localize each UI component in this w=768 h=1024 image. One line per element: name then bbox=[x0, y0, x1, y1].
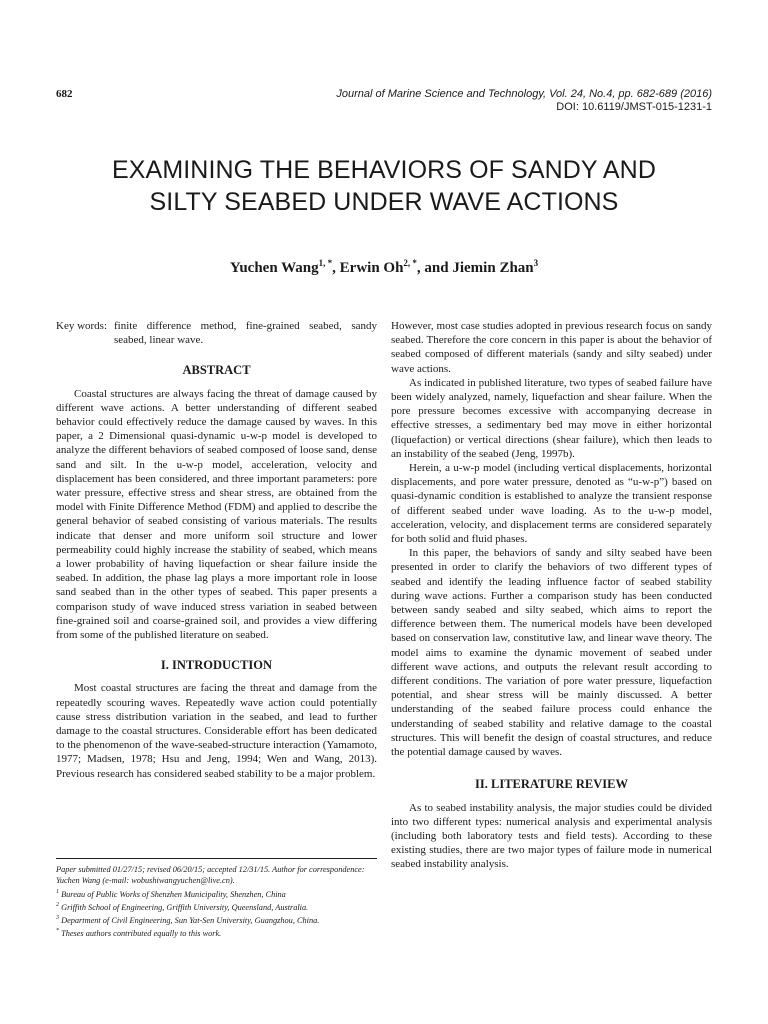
author-name: Jiemin Zhan bbox=[452, 260, 534, 276]
footnote bbox=[56, 926, 377, 939]
footnote-mark: 3 bbox=[56, 914, 59, 921]
left-column bbox=[56, 319, 377, 781]
footnote-text: Griffith School of Engineering, Griffith University, Queensland, Australia. bbox=[61, 902, 309, 912]
introduction-paragraph: Herein, a u-w-p model (including vertical displacements, horizontal displacements, and pore water pressure, denoted as “u-w-p”) based on quasi-dynamic condition is established to analyze the transient response of different seabed under wave loading. As to the u-w-p model, acceleration, velocity, and displacement terms are considered separately for both solid and fluid phases. bbox=[391, 462, 712, 546]
footnote bbox=[56, 900, 377, 913]
keywords-label: Key words: bbox=[56, 320, 108, 332]
author-separator: , and bbox=[416, 260, 453, 276]
literature-review-heading: II. LITERATURE REVIEW bbox=[475, 777, 628, 792]
introduction-paragraph: In this paper, the behaviors of sandy and silty seabed have been presented in order to clarify the behaviors of two different types of seabed and identify the leading influence factor of seabed stability during wave actions. Further a comparison study has been conducted between sandy seabed and silty seabed, which aims to report the difference between them. The numerical models have been developed based on conservation law, constitutive law, and linear wave theory. The model aims to examine the dynamic movement of seabed under different wave actions, and outputs the relevant result according to different conditions. The variation of pore water pressure, liquefaction potential, and shear stress will be mainly discussed. A better understanding of the seabed failure process could enhance the understanding of seabed stability and relative damage to the coastal structures. This will benefit the design of coastal structures, and reduce the potential damage caused by waves. bbox=[391, 547, 712, 759]
footnote-mark: * bbox=[56, 927, 59, 934]
title-line-2: SILTY SEABED UNDER WAVE ACTIONS bbox=[149, 188, 619, 216]
journal-citation: Journal of Marine Science and Technology, Vol. 24, No.4, pp. 682-689 (2016) bbox=[336, 88, 712, 100]
keywords bbox=[56, 319, 377, 347]
right-column bbox=[391, 319, 712, 872]
author-list bbox=[0, 258, 768, 277]
author-affiliation-mark: 3 bbox=[533, 258, 539, 268]
author-affiliation-mark: 1, * bbox=[318, 258, 333, 268]
submission-note: Paper submitted 01/27/15; revised 06/20/15; accepted 12/31/15. Author for correspondence: Yuchen Wang (e-mail: wobushiwangyuchen@live.cn). bbox=[56, 865, 365, 886]
paper-title bbox=[0, 154, 768, 218]
title-line-1: EXAMINING THE BEHAVIORS OF SANDY AND bbox=[112, 156, 656, 184]
author-name: Erwin Oh bbox=[339, 260, 404, 276]
footnote-mark: 2 bbox=[56, 901, 59, 908]
footnote-text: Bureau of Public Works of Shenzhen Municipality, Shenzhen, China bbox=[61, 889, 286, 899]
introduction-heading: I. INTRODUCTION bbox=[160, 658, 273, 673]
journal-header bbox=[336, 88, 712, 114]
introduction-paragraph: However, most case studies adopted in previous research focus on sandy seabed. Therefore the core concern in this paper is about the behavior of seabed composed of different materials (sandy and silty seabed) under wave actions. bbox=[391, 320, 712, 375]
literature-paragraph: As to seabed instability analysis, the major studies could be divided into two different types: numerical analysis and experimental analysis (including both laboratory tests and field tests). According to these existing studies, there are two major types of failure mode in numerical seabed instability analysis. bbox=[391, 801, 712, 871]
abstract-text: Coastal structures are always facing the threat of damage caused by different wave actions. A better understanding of different seabed behavior could effectively reduce the damage caused by waves. In this paper, a 2 Dimensional quasi-dynamic u-w-p model is developed to analyze the different behaviors of seabed composed of loose sand, dense sand and silt. In the u-w-p model, acceleration, velocity and displacement has been considered, and three important parameters: pore water pressure, effective stress and shear stress, are obtained from the model with Finite Difference Method (FDM) and applied to describe the general behavior of seabed consisting of various materials. The results indicate that denser and more uniform soil structure and lower permeability could highly increase the stability of seabed, which means a lower probability of having liquefaction or shear failure inside the seabed. In addition, the phase lag plays a more important role in loose sand seabed than in the other types of seabed. This paper presents a comparison study of wave induced stress variation in seabed between fine-grained soil and coarse-grained soil, and provides a view differing from some of the published literature on seabed. bbox=[56, 387, 377, 642]
introduction-paragraph: As indicated in published literature, two types of seabed failure have been widely analyzed, namely, liquefaction and shear failure. When the pore pressure becomes excessive with accompanying decrease in effective stresses, a sedimentary bed may move in either horizontal (liquefaction) or vertical directions (shear failure), which then leads to an instability of the seabed (Jeng, 1997b). bbox=[391, 376, 712, 460]
keywords-text: finite difference method, fine-grained seabed, sandy seabed, linear wave. bbox=[114, 320, 377, 347]
introduction-paragraph: Most coastal structures are facing the threat and damage from the repeatedly scouring waves. Repeatedly wave action could potentially cause stress distribution variation in the seabed, and lead to further damage to the coastal structures. Considerable effort has been dedicated to the phenomenon of the wave-seabed-structure interaction (Yamamoto, 1977; Madsen, 1978; Hsu and Jeng, 1994; Wen and Wang, 2013). Previous research has considered seabed stability to be a major problem. bbox=[56, 682, 377, 780]
author-name: Yuchen Wang bbox=[229, 260, 319, 276]
footnote bbox=[56, 913, 377, 926]
author-affiliation-mark: 2, * bbox=[403, 258, 417, 268]
footnote-mark: 1 bbox=[56, 888, 59, 895]
abstract-heading: ABSTRACT bbox=[182, 363, 251, 378]
doi: DOI: 10.6119/JMST-015-1231-1 bbox=[556, 101, 712, 113]
footnote-text: Department of Civil Engineering, Sun Yat-Sen University, Guangzhou, China. bbox=[61, 915, 320, 925]
page-number: 682 bbox=[56, 88, 73, 100]
footnotes bbox=[56, 858, 377, 939]
footnote-text: Theses authors contributed equally to this work. bbox=[61, 928, 222, 938]
author-separator: , bbox=[332, 260, 340, 276]
footnote bbox=[56, 887, 377, 900]
